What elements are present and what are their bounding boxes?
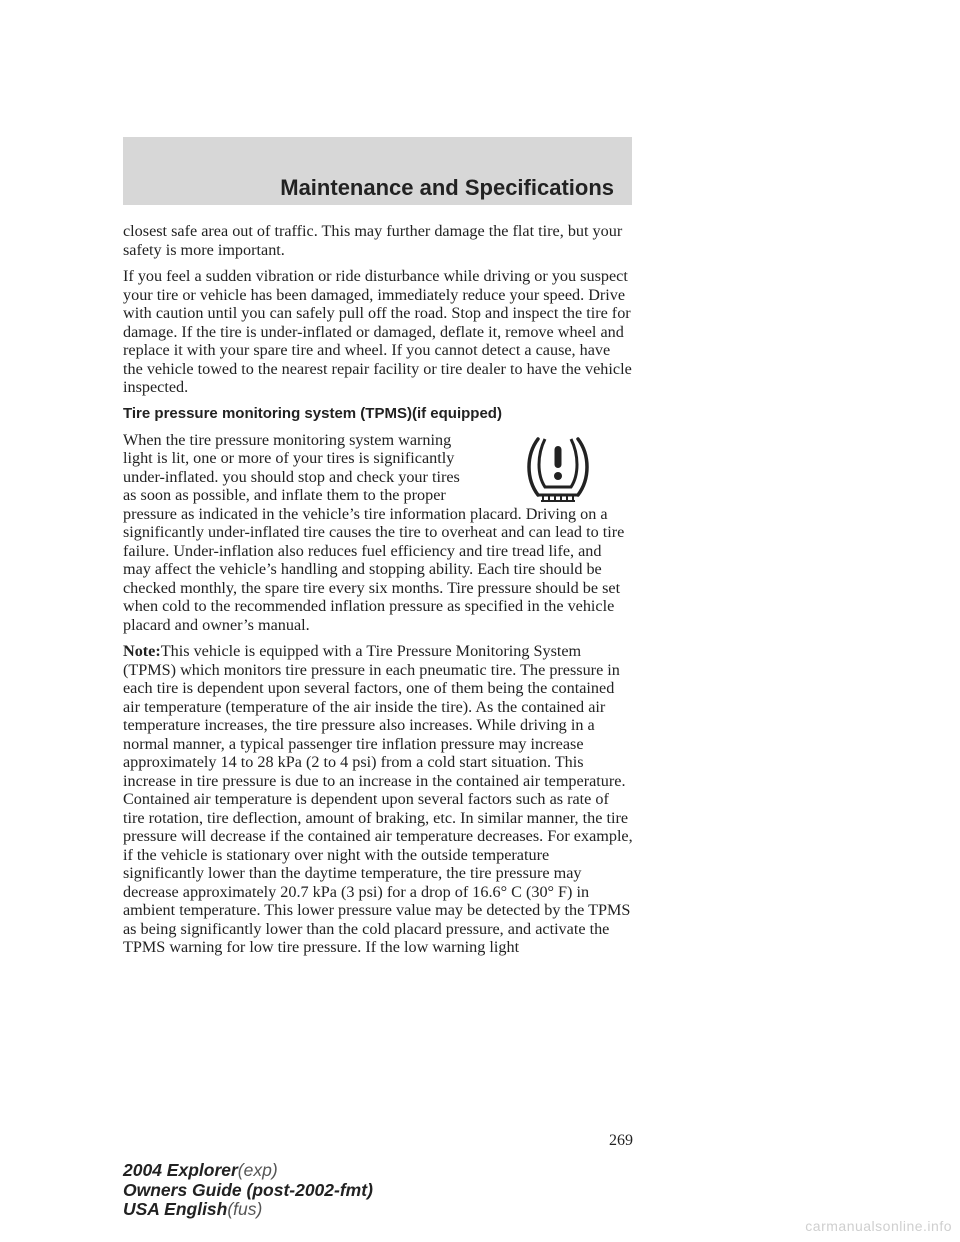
document-footer bbox=[123, 1161, 373, 1220]
footer-language: USA English bbox=[123, 1199, 228, 1219]
tpms-heading: Tire pressure monitoring system (TPMS)(if equipped) bbox=[123, 404, 502, 422]
page-number: 269 bbox=[609, 1132, 633, 1149]
section-title: Maintenance and Specifications bbox=[280, 175, 614, 200]
tpms-icon-container bbox=[483, 435, 633, 503]
tpms-warning-text: When the tire pressure monitoring system warning light is lit, one or more of your tires is significantly under-inflated. you should stop and check your tires as soon as possible, and inflate them to the proper pressure as indicated in the vehicle’s tire information placard. Driving on a significantly under-inflated tire causes the tire to overheat and can lead to tire failure. Under-inflation also reduces fuel efficiency and tire tread life, and may affect the vehicle’s handling and stopping ability. Each tire should be checked monthly, the spare tire every six months. Tire pressure should be set when cold to the recommended inflation pressure as specified in the vehicle placard and owner’s manual. bbox=[123, 430, 625, 634]
footer-line-guide bbox=[123, 1181, 373, 1201]
footer-guide: Owners Guide (post-2002-fmt) bbox=[123, 1179, 373, 1200]
watermark: carmanualsonline.info bbox=[805, 1218, 952, 1234]
manual-body bbox=[123, 222, 633, 965]
footer-line-language bbox=[123, 1200, 373, 1220]
paragraph-tpms-warning bbox=[123, 431, 633, 635]
note-label: Note: bbox=[123, 642, 161, 660]
footer-line-model bbox=[123, 1161, 373, 1181]
section-header-band bbox=[123, 137, 632, 205]
footer-language-code: (fus) bbox=[227, 1199, 263, 1219]
footer-model-code: (exp) bbox=[237, 1160, 278, 1180]
footer-model: 2004 Explorer bbox=[123, 1160, 238, 1180]
paragraph-vibration-damage: If you feel a sudden vibration or ride disturbance while driving or you suspect your tire or vehicle has been damaged, immediately reduce your speed. Drive with caution until you can safely pull off the road. Stop and inspect the tire for damage. If the tire is under-inflated or damaged, deflate it, remove wheel and replace it with your spare tire and wheel. If you cannot detect a cause, have the vehicle towed to the nearest repair facility or tire dealer to have the vehicle inspected. bbox=[123, 267, 632, 396]
paragraph-flat-tire-safety: closest safe area out of traffic. This may further damage the flat tire, but your safety is more important. bbox=[123, 222, 623, 259]
paragraph-note bbox=[123, 642, 633, 957]
tpms-warning-icon bbox=[523, 435, 593, 503]
note-text: This vehicle is equipped with a Tire Pressure Monitoring System (TPMS) which monitors tire pressure in each pneumatic tire. The pressure in each tire is dependent upon several factors, one of them being the contained air temperature (temperature of the air inside the tire). As the contained air temperature increases, the tire pressure also increases. While driving in a normal manner, a typical passenger tire inflation pressure may increase approximately 14 to 28 kPa (2 to 4 psi) from a cold start situation. This increase in tire pressure is due to an increase in the contained air temperature. Contained air temperature is dependent upon several factors such as rate of tire rotation, tire deflection, amount of braking, etc. In similar manner, the tire pressure will decrease if the contained air temperature decreases. For example, if the vehicle is stationary over night with the outside temperature significantly lower than the daytime temperature, the tire pressure may decrease approximately 20.7 kPa (3 psi) for a drop of 16.6° C (30° F) in ambient temperature. This lower pressure value may be detected by the TPMS as being significantly lower than the cold placard pressure, and activate the TPMS warning for low tire pressure. If the low warning light bbox=[123, 642, 633, 956]
